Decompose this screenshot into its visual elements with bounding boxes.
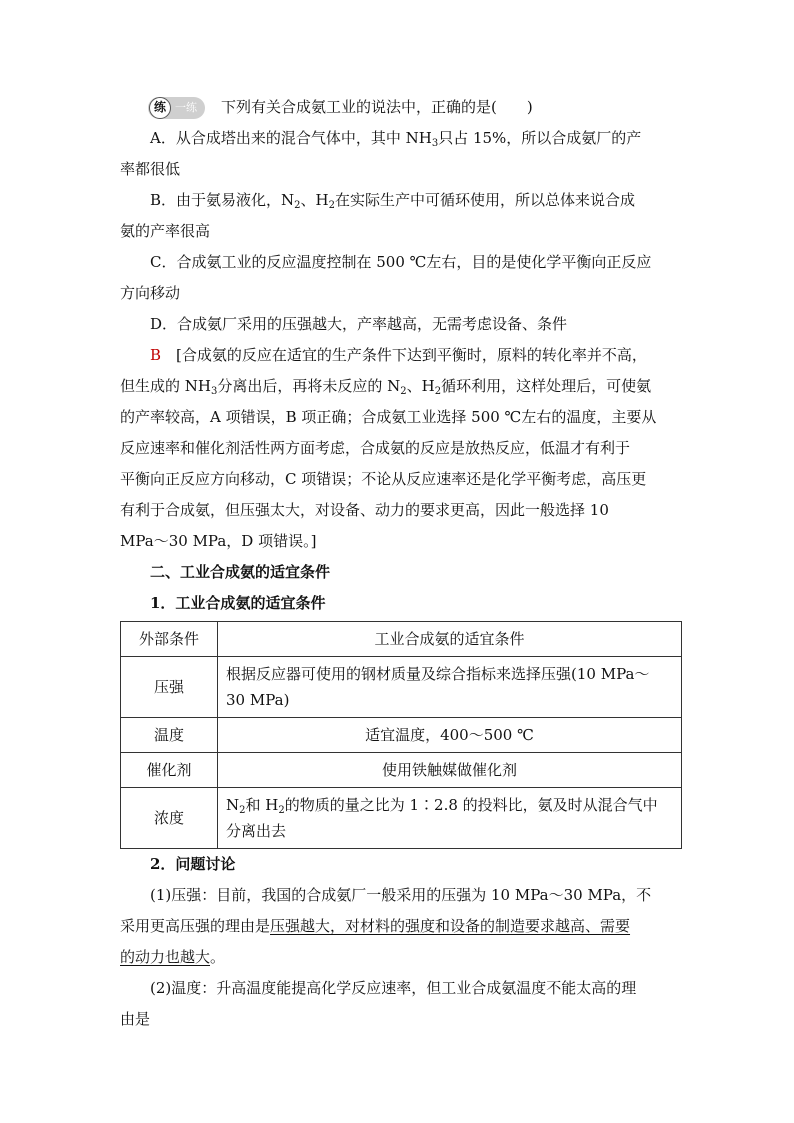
subsection-2-heading: 2．问题讨论 [150,855,236,873]
answer-line-1: B [合成氨的反应在适宜的生产条件下达到平衡时，原料的转化率并不高， [150,346,647,364]
discussion-1-line-2: 采用更高压强的理由是压强越大，对材料的强度和设备的制造要求越高、需要 [120,917,631,935]
option-b-cont: 氨的产率很高 [120,222,211,240]
answer-underline: 压强越大，对材料的强度和设备的制造要求越高、需要 [270,917,631,935]
table-cell-value: $N_2$和 $H_2$的物质的量之比为 1∶2.8 的投料比，氨及时从混合气中 分离出去 [218,788,682,849]
table-cell-value: 使用铁触媒做催化剂 [218,753,682,788]
section-heading: 二、工业合成氨的适宜条件 [150,563,331,581]
discussion-1-line-1: (1)压强：目前，我国的合成氨厂一般采用的压强为 10 MPa～30 MPa，不 [150,886,652,904]
answer-line-3: 的产率较高，A 项错误，B 项正确；合成氨工业选择 500 ℃左右的温度，主要从 [120,408,657,426]
question-text: 下列有关合成氨工业的说法中，正确的是( ) [221,98,533,116]
table-cell-condition: 压强 [121,657,218,718]
answer-line-2: 但生成的 $NH_3$分离出后，再将未反应的 $N_2$、$H_2$循环利用，这样处理后，可使氨 [120,377,652,397]
discussion-2-line-1: (2)温度：升高温度能提高化学反应速率，但工业合成氨温度不能太高的理 [150,979,637,997]
table-cell-condition: 温度 [121,718,218,753]
table-header-cell: 工业合成氨的适宜条件 [218,622,682,657]
table-header-cell: 外部条件 [121,622,218,657]
table-cell-value: 适宜温度，400～500 ℃ [218,718,682,753]
practice-badge-label: 一练 [175,101,197,114]
subsection-1-heading: 1．工业合成氨的适宜条件 [150,594,326,612]
option-c: C．合成氨工业的反应温度控制在 500 ℃左右，目的是使化学平衡向正反应 [150,253,652,271]
option-b: B．由于氨易液化，$N_2$、$H_2$在实际生产中可循环使用，所以总体来说合成 [150,191,636,211]
practice-badge-icon: 练 [149,97,171,119]
document-page [120,92,682,1035]
option-c-cont: 方向移动 [120,284,181,302]
answer-line-5: 平衡向正反应方向移动，C 项错误；不论从反应速率还是化学平衡考虑，高压更 [120,470,647,488]
answer-line-6: 有利于合成氨，但压强太大，对设备、动力的要求更高，因此一般选择 10 [120,501,609,519]
answer-line-7: MPa～30 MPa，D 项错误。] [120,532,317,550]
discussion-1-line-3: 的动力也越大。 [120,948,226,966]
answer-underline: 的动力也越大 [120,948,211,966]
table-row [121,753,682,788]
table-cell-value: 根据反应器可使用的钢材质量及综合指标来选择压强(10 MPa～ 30 MPa) [218,657,682,718]
answer-line-4: 反应速率和催化剂活性两方面考虑，合成氨的反应是放热反应，低温才有利于 [120,439,631,457]
conditions-table [120,621,682,849]
table-row [121,657,682,718]
option-a: A．从合成塔出来的混合气体中，其中 $NH_3$只占 15%，所以合成氨厂的产 [150,129,642,149]
option-a-cont: 率都很低 [120,160,181,178]
option-d: D．合成氨厂采用的压强越大，产率越高，无需考虑设备、条件 [150,315,568,333]
table-row [121,788,682,849]
table-row [121,718,682,753]
discussion-2-line-2: 由是 [120,1010,151,1028]
table-cell-condition: 催化剂 [121,753,218,788]
table-cell-condition: 浓度 [121,788,218,849]
practice-question [120,92,682,123]
answer-key: B [150,346,162,364]
practice-badge [148,97,205,119]
table-header-row [121,622,682,657]
